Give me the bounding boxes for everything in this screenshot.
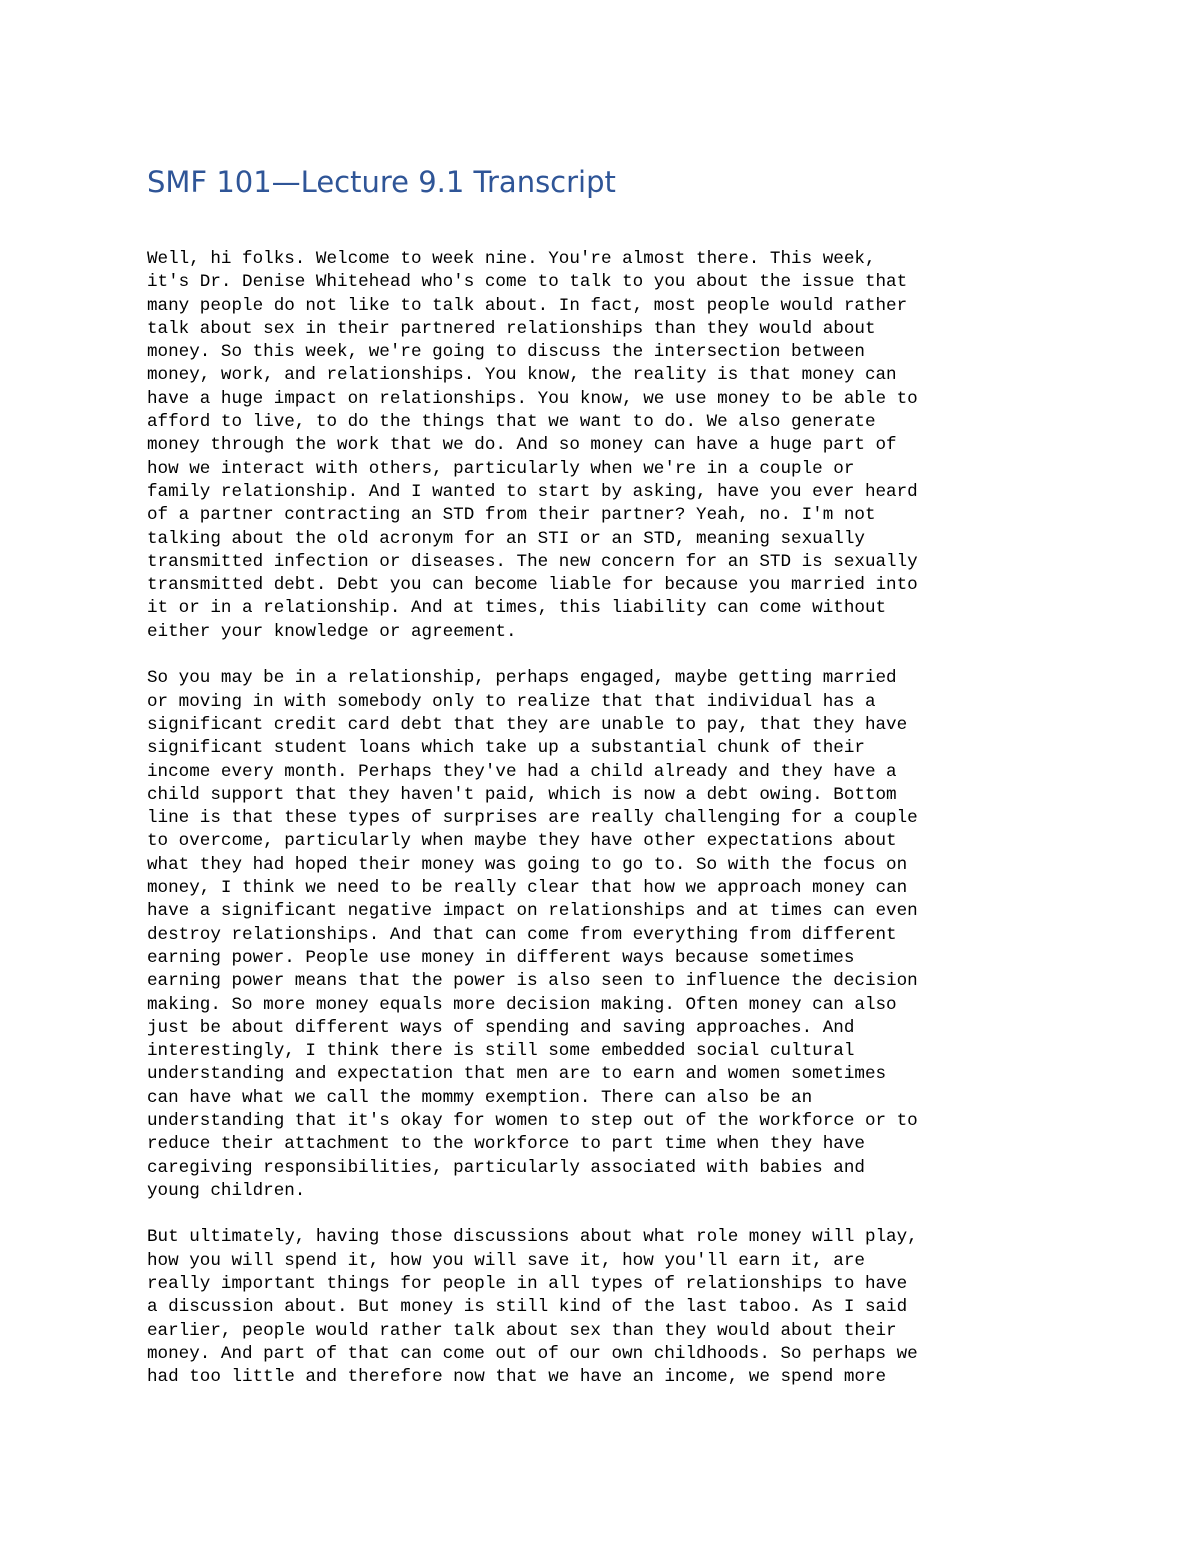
text-line: of a partner contracting an STD from their partner? Yeah, no. I'm not bbox=[147, 505, 876, 526]
text-line: money. And part of that can come out of our own childhoods. So perhaps we bbox=[147, 1343, 918, 1364]
paragraph-spacer bbox=[147, 1203, 1067, 1226]
text-line: it or in a relationship. And at times, this liability can come without bbox=[147, 598, 887, 619]
transcript-paragraph bbox=[147, 1226, 1067, 1389]
text-line: significant credit card debt that they are unable to pay, that they have bbox=[147, 714, 908, 735]
text-line: family relationship. And I wanted to start by asking, have you ever heard bbox=[147, 481, 918, 502]
paragraph-spacer bbox=[147, 644, 1067, 667]
text-line: child support that they haven't paid, which is now a debt owing. Bottom bbox=[147, 784, 897, 805]
text-line: money, I think we need to be really clear that how we approach money can bbox=[147, 878, 908, 899]
text-line: But ultimately, having those discussions about what role money will play, bbox=[147, 1227, 918, 1248]
text-line: transmitted debt. Debt you can become liable for because you married into bbox=[147, 575, 918, 596]
transcript-paragraph bbox=[147, 667, 1067, 1203]
text-line: earning power means that the power is also seen to influence the decision bbox=[147, 971, 918, 992]
text-line: have a huge impact on relationships. You know, we use money to be able to bbox=[147, 388, 918, 409]
text-line: Well, hi folks. Welcome to week nine. You're almost there. This week, bbox=[147, 249, 876, 269]
text-line: significant student loans which take up a substantial chunk of their bbox=[147, 738, 865, 759]
text-line: can have what we call the mommy exemption. There can also be an bbox=[147, 1087, 813, 1108]
text-line: earning power. People use money in different ways because sometimes bbox=[147, 947, 855, 968]
text-line: had too little and therefore now that we have an income, we spend more bbox=[147, 1367, 887, 1388]
text-line: young children. bbox=[147, 1180, 306, 1201]
text-line: understanding and expectation that men are to earn and women sometimes bbox=[147, 1064, 887, 1085]
text-line: have a significant negative impact on relationships and at times can even bbox=[147, 901, 918, 922]
text-line: caregiving responsibilities, particularly associated with babies and bbox=[147, 1157, 865, 1178]
text-line: making. So more money equals more decision making. Often money can also bbox=[147, 994, 897, 1015]
transcript-paragraph bbox=[147, 248, 1067, 644]
text-line: how we interact with others, particularly when we're in a couple or bbox=[147, 458, 855, 479]
text-line: talking about the old acronym for an STI or an STD, meaning sexually bbox=[147, 528, 865, 549]
text-line: afford to live, to do the things that we want to do. We also generate bbox=[147, 412, 876, 433]
text-line: or moving in with somebody only to realize that that individual has a bbox=[147, 691, 876, 712]
text-line: how you will spend it, how you will save it, how you'll earn it, are bbox=[147, 1250, 865, 1271]
text-line: talk about sex in their partnered relationships than they would about bbox=[147, 318, 876, 339]
text-line: destroy relationships. And that can come from everything from different bbox=[147, 924, 897, 945]
text-line: interestingly, I think there is still some embedded social cultural bbox=[147, 1041, 855, 1062]
text-line: what they had hoped their money was going to go to. So with the focus on bbox=[147, 854, 908, 875]
text-line: earlier, people would rather talk about sex than they would about their bbox=[147, 1320, 897, 1341]
text-line: just be about different ways of spending and saving approaches. And bbox=[147, 1017, 855, 1038]
text-line: money. So this week, we're going to discuss the intersection between bbox=[147, 342, 865, 363]
text-line: line is that these types of surprises are really challenging for a couple bbox=[147, 808, 918, 829]
text-line: really important things for people in all types of relationships to have bbox=[147, 1274, 908, 1295]
text-line: understanding that it's okay for women to step out of the workforce or to bbox=[147, 1110, 918, 1131]
text-line: either your knowledge or agreement. bbox=[147, 621, 517, 642]
text-line: to overcome, particularly when maybe they have other expectations about bbox=[147, 831, 897, 852]
text-line: many people do not like to talk about. In fact, most people would rather bbox=[147, 295, 908, 316]
document-title: SMF 101—Lecture 9.1 Transcript bbox=[147, 165, 616, 199]
text-line: So you may be in a relationship, perhaps engaged, maybe getting married bbox=[147, 668, 897, 689]
text-line: a discussion about. But money is still kind of the last taboo. As I said bbox=[147, 1297, 908, 1318]
transcript-body bbox=[147, 248, 1067, 1390]
text-line: it's Dr. Denise Whitehead who's come to talk to you about the issue that bbox=[147, 272, 908, 293]
text-line: money, work, and relationships. You know, the reality is that money can bbox=[147, 365, 897, 386]
text-line: income every month. Perhaps they've had a child already and they have a bbox=[147, 761, 897, 782]
text-line: reduce their attachment to the workforce to part time when they have bbox=[147, 1134, 865, 1155]
text-line: transmitted infection or diseases. The new concern for an STD is sexually bbox=[147, 551, 918, 572]
text-line: money through the work that we do. And so money can have a huge part of bbox=[147, 435, 897, 456]
